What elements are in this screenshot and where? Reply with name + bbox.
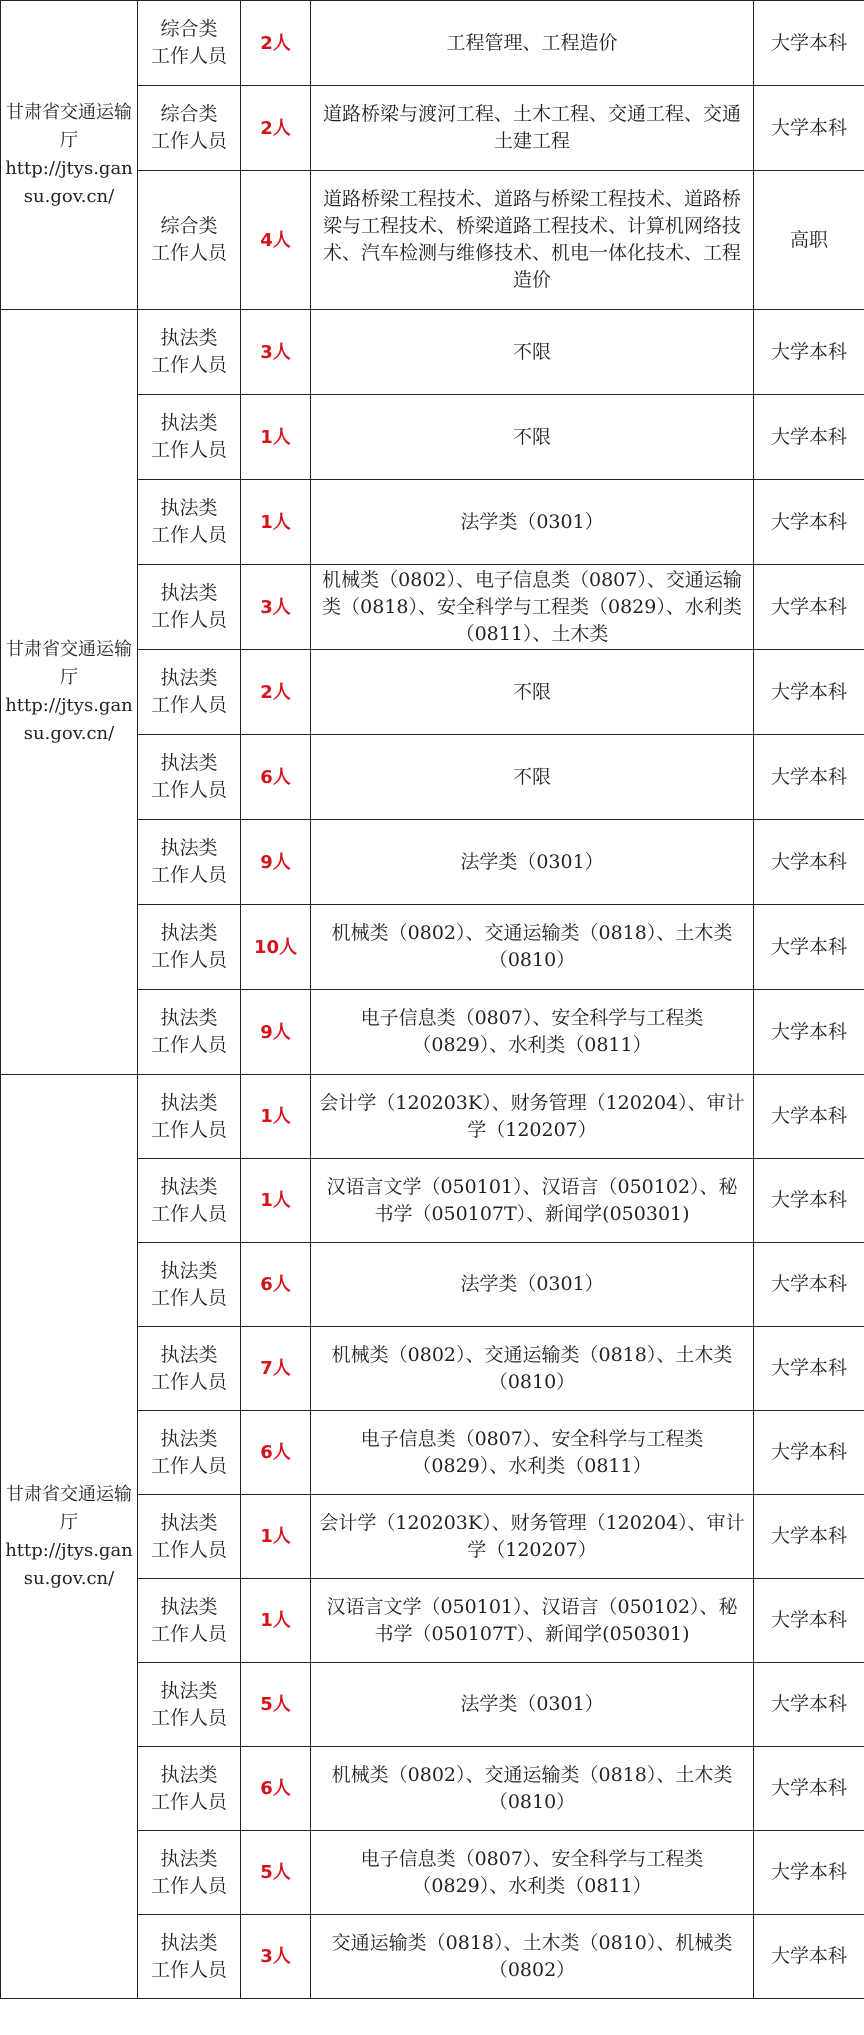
major-requirement: 机械类（0802）、交通运输类（0818）、土木类（0810） <box>311 1327 754 1411</box>
education-level: 大学本科 <box>754 565 864 650</box>
major-requirement: 法学类（0301） <box>311 1663 754 1747</box>
major-requirement: 工程管理、工程造价 <box>311 1 754 86</box>
recruit-count: 10人 <box>241 905 311 990</box>
major-requirement: 不限 <box>311 310 754 395</box>
recruit-count: 1人 <box>241 1075 311 1159</box>
education-level: 大学本科 <box>754 1075 864 1159</box>
recruit-count: 6人 <box>241 735 311 820</box>
recruit-count: 6人 <box>241 1411 311 1495</box>
major-requirement: 法学类（0301） <box>311 820 754 905</box>
position-category: 执法类 工作人员 <box>138 990 241 1075</box>
major-requirement: 交通运输类（0818）、土木类（0810）、机械类（0802） <box>311 1915 754 1999</box>
major-requirement: 会计学（120203K）、财务管理（120204）、审计学（120207） <box>311 1075 754 1159</box>
position-category: 执法类 工作人员 <box>138 650 241 735</box>
education-level: 大学本科 <box>754 1579 864 1663</box>
department-cell <box>1 1075 138 1999</box>
major-requirement: 电子信息类（0807）、安全科学与工程类（0829）、水利类（0811） <box>311 1411 754 1495</box>
major-requirement: 机械类（0802）、交通运输类（0818）、土木类（0810） <box>311 1747 754 1831</box>
education-level: 大学本科 <box>754 1159 864 1243</box>
position-category: 综合类 工作人员 <box>138 1 241 86</box>
department-name: 甘肃省交通运输厅 <box>6 102 132 151</box>
education-level: 大学本科 <box>754 480 864 565</box>
position-category: 执法类 工作人员 <box>138 565 241 650</box>
position-category: 执法类 工作人员 <box>138 1831 241 1915</box>
education-level: 大学本科 <box>754 1831 864 1915</box>
position-category: 执法类 工作人员 <box>138 1411 241 1495</box>
recruit-count: 3人 <box>241 565 311 650</box>
recruit-count: 2人 <box>241 1 311 86</box>
position-category: 执法类 工作人员 <box>138 1075 241 1159</box>
major-requirement: 法学类（0301） <box>311 480 754 565</box>
position-category: 执法类 工作人员 <box>138 1327 241 1411</box>
education-level: 大学本科 <box>754 735 864 820</box>
recruit-count: 4人 <box>241 171 311 310</box>
recruit-count: 3人 <box>241 1915 311 1999</box>
major-requirement: 不限 <box>311 735 754 820</box>
major-requirement: 机械类（0802）、交通运输类（0818）、土木类（0810） <box>311 905 754 990</box>
position-category: 执法类 工作人员 <box>138 1159 241 1243</box>
position-category: 执法类 工作人员 <box>138 480 241 565</box>
department-url: http://jtys.gansu.gov.cn/ <box>5 695 133 744</box>
major-requirement: 机械类（0802）、电子信息类（0807）、交通运输类（0818）、安全科学与工程类（0829）、水利类（0811）、土木类 <box>311 565 754 650</box>
recruit-count: 5人 <box>241 1831 311 1915</box>
education-level: 大学本科 <box>754 1663 864 1747</box>
education-level: 大学本科 <box>754 1327 864 1411</box>
major-requirement: 道路桥梁工程技术、道路与桥梁工程技术、道路桥梁与工程技术、桥梁道路工程技术、计算机网络技术、汽车检测与维修技术、机电一体化技术、工程造价 <box>311 171 754 310</box>
table-row <box>1 310 864 395</box>
position-category: 执法类 工作人员 <box>138 1579 241 1663</box>
position-category: 执法类 工作人员 <box>138 820 241 905</box>
major-requirement: 会计学（120203K）、财务管理（120204）、审计学（120207） <box>311 1495 754 1579</box>
recruit-count: 1人 <box>241 1159 311 1243</box>
education-level: 大学本科 <box>754 1 864 86</box>
education-level: 大学本科 <box>754 1747 864 1831</box>
position-category: 执法类 工作人员 <box>138 1915 241 1999</box>
education-level: 大学本科 <box>754 1243 864 1327</box>
position-category: 执法类 工作人员 <box>138 1663 241 1747</box>
position-category: 执法类 工作人员 <box>138 1747 241 1831</box>
recruit-count: 3人 <box>241 310 311 395</box>
major-requirement: 汉语言文学（050101）、汉语言（050102）、秘书学（050107T）、新闻学(050301) <box>311 1159 754 1243</box>
major-requirement: 电子信息类（0807）、安全科学与工程类（0829）、水利类（0811） <box>311 1831 754 1915</box>
table-row <box>1 1 864 86</box>
recruit-count: 1人 <box>241 480 311 565</box>
table-row <box>1 1075 864 1159</box>
education-level: 大学本科 <box>754 310 864 395</box>
education-level: 高职 <box>754 171 864 310</box>
position-category: 执法类 工作人员 <box>138 1243 241 1327</box>
department-url: http://jtys.gansu.gov.cn/ <box>5 1539 133 1589</box>
recruit-count: 1人 <box>241 1495 311 1579</box>
education-level: 大学本科 <box>754 1411 864 1495</box>
position-category: 执法类 工作人员 <box>138 310 241 395</box>
education-level: 大学本科 <box>754 820 864 905</box>
education-level: 大学本科 <box>754 395 864 480</box>
position-category: 执法类 工作人员 <box>138 905 241 990</box>
department-cell <box>1 1 138 310</box>
recruit-count: 9人 <box>241 820 311 905</box>
position-category: 执法类 工作人员 <box>138 735 241 820</box>
education-level: 大学本科 <box>754 990 864 1075</box>
education-level: 大学本科 <box>754 650 864 735</box>
recruit-count: 2人 <box>241 86 311 171</box>
major-requirement: 法学类（0301） <box>311 1243 754 1327</box>
major-requirement: 电子信息类（0807）、安全科学与工程类（0829）、水利类（0811） <box>311 990 754 1075</box>
recruit-count: 6人 <box>241 1243 311 1327</box>
major-requirement: 不限 <box>311 650 754 735</box>
position-category: 综合类 工作人员 <box>138 171 241 310</box>
recruit-count: 5人 <box>241 1663 311 1747</box>
recruit-count: 7人 <box>241 1327 311 1411</box>
position-category: 执法类 工作人员 <box>138 1495 241 1579</box>
department-url: http://jtys.gansu.gov.cn/ <box>5 158 133 207</box>
education-level: 大学本科 <box>754 1915 864 1999</box>
education-level: 大学本科 <box>754 86 864 171</box>
major-requirement: 不限 <box>311 395 754 480</box>
major-requirement: 道路桥梁与渡河工程、土木工程、交通工程、交通土建工程 <box>311 86 754 171</box>
department-name: 甘肃省交通运输厅 <box>6 1483 132 1533</box>
recruit-count: 2人 <box>241 650 311 735</box>
position-category: 综合类 工作人员 <box>138 86 241 171</box>
department-name: 甘肃省交通运输厅 <box>6 639 132 688</box>
department-cell <box>1 310 138 1075</box>
major-requirement: 汉语言文学（050101）、汉语言（050102）、秘书学（050107T）、新闻学(050301) <box>311 1579 754 1663</box>
recruit-count: 6人 <box>241 1747 311 1831</box>
recruit-count: 9人 <box>241 990 311 1075</box>
position-category: 执法类 工作人员 <box>138 395 241 480</box>
recruit-count: 1人 <box>241 1579 311 1663</box>
recruit-count: 1人 <box>241 395 311 480</box>
education-level: 大学本科 <box>754 1495 864 1579</box>
education-level: 大学本科 <box>754 905 864 990</box>
